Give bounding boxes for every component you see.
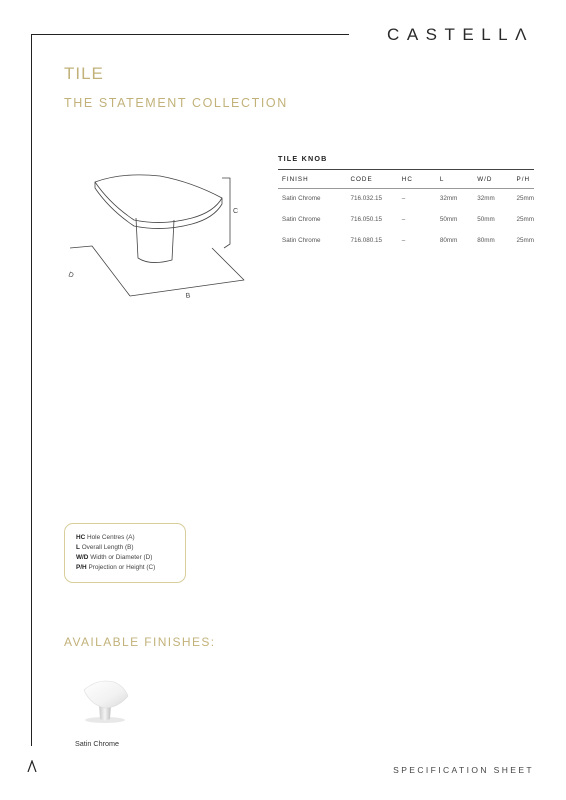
finish-label-satin-chrome: Satin Chrome	[75, 739, 119, 748]
legend-abbr: HC	[76, 534, 86, 541]
cell-code: 716.032.15	[350, 195, 382, 202]
abbreviation-legend	[64, 523, 186, 583]
cell-l: 50mm	[439, 216, 458, 223]
cell-wd: 32mm	[477, 195, 495, 202]
legend-item-wd	[76, 554, 152, 561]
legend-abbr: P/H	[76, 564, 87, 571]
cell-hc: –	[401, 195, 406, 202]
cell-finish: Satin Chrome	[282, 195, 321, 202]
footer-label: SPECIFICATION SHEET	[393, 765, 534, 775]
table-row	[278, 231, 534, 252]
legend-abbr: L	[76, 544, 80, 551]
cell-finish: Satin Chrome	[282, 237, 321, 244]
spec-heading: TILE KNOB	[278, 154, 328, 163]
label-b: B	[185, 292, 191, 300]
cell-wd: 50mm	[477, 216, 495, 223]
frame-top-rule	[31, 34, 349, 35]
column-header-code: CODE	[346, 170, 397, 189]
legend-text: Hole Centres (A)	[87, 534, 135, 541]
table-header-row	[278, 170, 534, 189]
dimension-d	[70, 246, 130, 296]
label-d: D	[67, 271, 75, 280]
column-header-finish: FINISH	[278, 170, 346, 189]
cell-code: 716.050.15	[350, 216, 382, 223]
cell-ph: 25mm	[516, 216, 534, 223]
finishes-heading: AVAILABLE FINISHES:	[64, 635, 216, 649]
column-header-hc: HC	[398, 170, 436, 189]
brand-lambda-icon	[27, 760, 37, 772]
spec-table	[278, 154, 534, 252]
legend-text: Overall Length (B)	[81, 544, 134, 551]
satin-chrome-swatch	[74, 670, 134, 730]
page-title: TILE	[64, 64, 104, 83]
knob-stem	[136, 218, 174, 263]
dimension-b	[130, 248, 244, 296]
column-header-wd: W/D	[473, 170, 512, 189]
cell-hc: –	[401, 216, 406, 223]
cell-l: 80mm	[439, 237, 458, 244]
legend-text: Projection or Height (C)	[88, 564, 156, 571]
column-header-ph: P/H	[513, 170, 535, 189]
legend-item-l	[76, 544, 134, 551]
cell-ph: 25mm	[516, 195, 534, 202]
column-header-l: L	[436, 170, 473, 189]
cell-hc: –	[401, 237, 406, 244]
knob-dimension-drawing	[62, 168, 252, 303]
cell-ph: 25mm	[516, 237, 534, 244]
cell-finish: Satin Chrome	[282, 216, 321, 223]
knob-top	[95, 175, 222, 223]
legend-text: Width or Diameter (D)	[90, 554, 153, 561]
table-row	[278, 189, 534, 211]
cell-code: 716.080.15	[350, 237, 382, 244]
legend-abbr: W/D	[76, 554, 89, 561]
label-c: C	[233, 208, 239, 215]
frame-left-rule	[31, 34, 32, 746]
table-row	[278, 210, 534, 231]
brand-logo: CASTELLΛ	[387, 25, 534, 44]
collection-subtitle: THE STATEMENT COLLECTION	[64, 96, 288, 110]
dimension-c	[222, 178, 230, 248]
spec-grid	[278, 169, 534, 252]
cell-l: 32mm	[439, 195, 458, 202]
legend-item-ph	[76, 564, 155, 571]
legend-item-hc	[76, 534, 135, 541]
cell-wd: 80mm	[477, 237, 495, 244]
